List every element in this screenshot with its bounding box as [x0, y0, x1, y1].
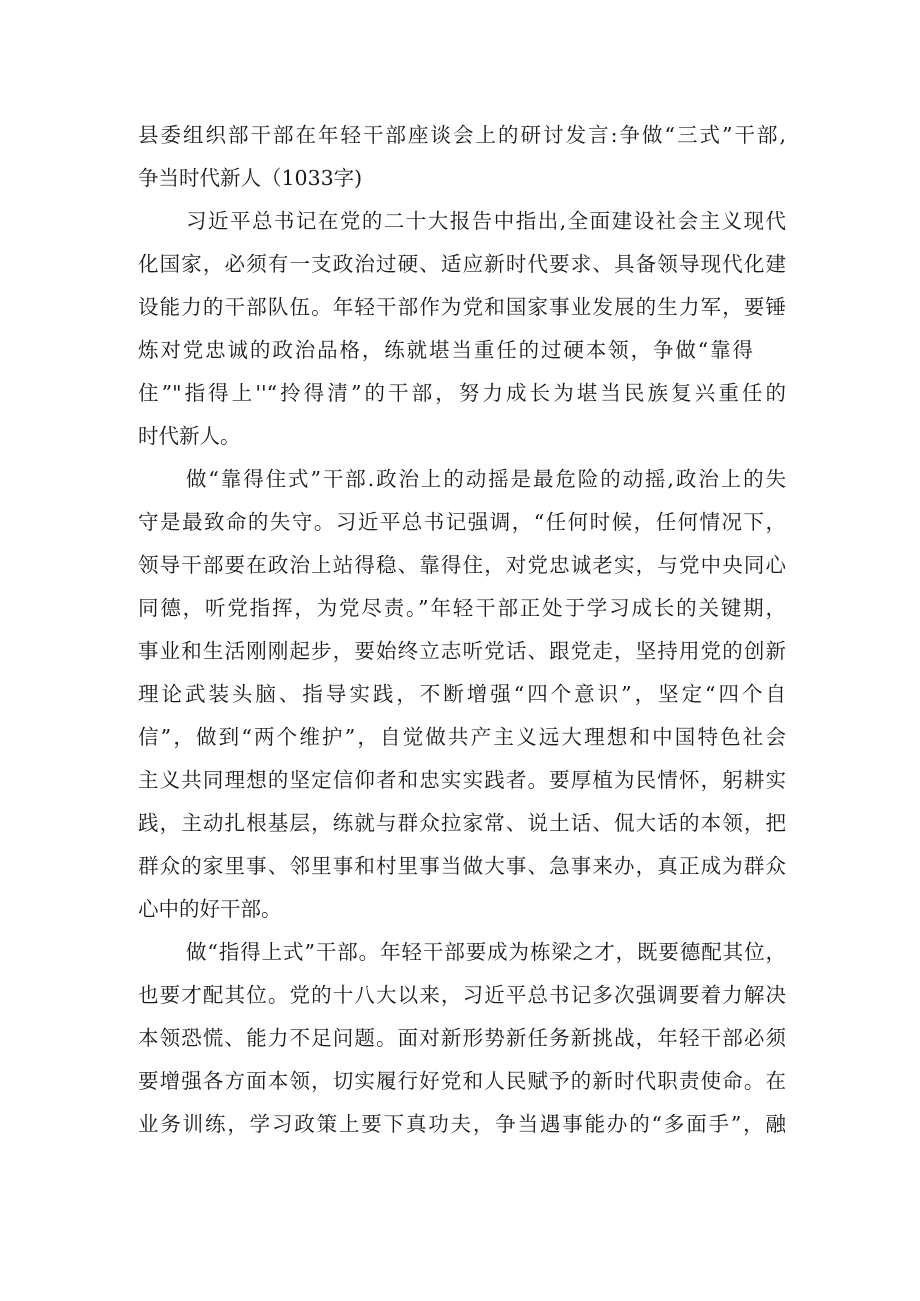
- paragraph-3-line-3: 本领恐慌、能力不足问题。面对新形势新任务新挑战，年轻干部必须: [138, 1026, 786, 1050]
- paragraph-1-line-2: 化国家，必须有一支政治过硬、适应新时代要求、具备领导现代化建: [138, 252, 786, 276]
- paragraph-3-line-2: 也要才配其位。党的十八大以来，习近平总书记多次强调要着力解决: [138, 983, 786, 1007]
- paragraph-1-line-1: 习近平总书记在党的二十大报告中指出,全面建设社会主义现代: [186, 209, 786, 233]
- paragraph-2-line-1: 做“靠得住式”干部.政治上的动摇是最危险的动摇,政治上的失: [186, 467, 786, 491]
- paragraph-2-line-3: 领导干部要在政治上站得稳、靠得住，对党忠诚老实，与党中央同心: [138, 553, 786, 577]
- title-line-2: 争当时代新人（1033字): [138, 166, 363, 190]
- paragraph-2-line-2: 守是最致命的失守。习近平总书记强调，“任何时候，任何情况下，: [138, 510, 786, 534]
- paragraph-2-line-7: 信”，做到“两个维护”，自觉做共产主义远大理想和中国特色社会: [138, 725, 786, 749]
- paragraph-2-line-11: 心中的好干部。: [138, 897, 282, 921]
- paragraph-2-line-9: 践，主动扎根基层，练就与群众拉家常、说土话、侃大话的本领，把: [138, 811, 786, 835]
- paragraph-3-line-1: 做“指得上式”干部。年轻干部要成为栋梁之才，既要德配其位，: [186, 940, 786, 964]
- paragraph-1-line-6: 时代新人。: [138, 424, 241, 448]
- paragraph-1-line-3: 设能力的干部队伍。年轻干部作为党和国家事业发展的生力军，要锤: [138, 295, 786, 319]
- paragraph-3-line-4: 要增强各方面本领，切实履行好党和人民赋予的新时代职责使命。在: [138, 1069, 786, 1093]
- paragraph-3-line-5: 业务训练，学习政策上要下真功夫，争当遇事能办的“多面手”，融: [138, 1112, 786, 1136]
- paragraph-1-line-5: 住”"指得上''“拎得清”的干部，努力成长为堪当民族复兴重任的: [138, 381, 786, 405]
- paragraph-2-line-8: 主义共同理想的坚定信仰者和忠实实践者。要厚植为民情怀，躬耕实: [138, 768, 786, 792]
- paragraph-2-line-5: 事业和生活刚刚起步，要始终立志听党话、跟党走，坚持用党的创新: [138, 639, 786, 663]
- paragraph-2-line-10: 群众的家里事、邻里事和村里事当做大事、急事来办，真正成为群众: [138, 854, 786, 878]
- paragraph-2-line-4: 同德，听党指挥，为党尽责。”年轻干部正处于学习成长的关键期，: [138, 596, 786, 620]
- title-line-1: 县委组织部干部在年轻干部座谈会上的研讨发言:争做“三式”干部,: [138, 123, 786, 147]
- paragraph-1-line-4: 炼对党忠诚的政治品格，练就堪当重任的过硬本领，争做“靠得: [138, 338, 753, 362]
- paragraph-2-line-6: 理论武装头脑、指导实践，不断增强“四个意识”，坚定“四个自: [138, 682, 786, 706]
